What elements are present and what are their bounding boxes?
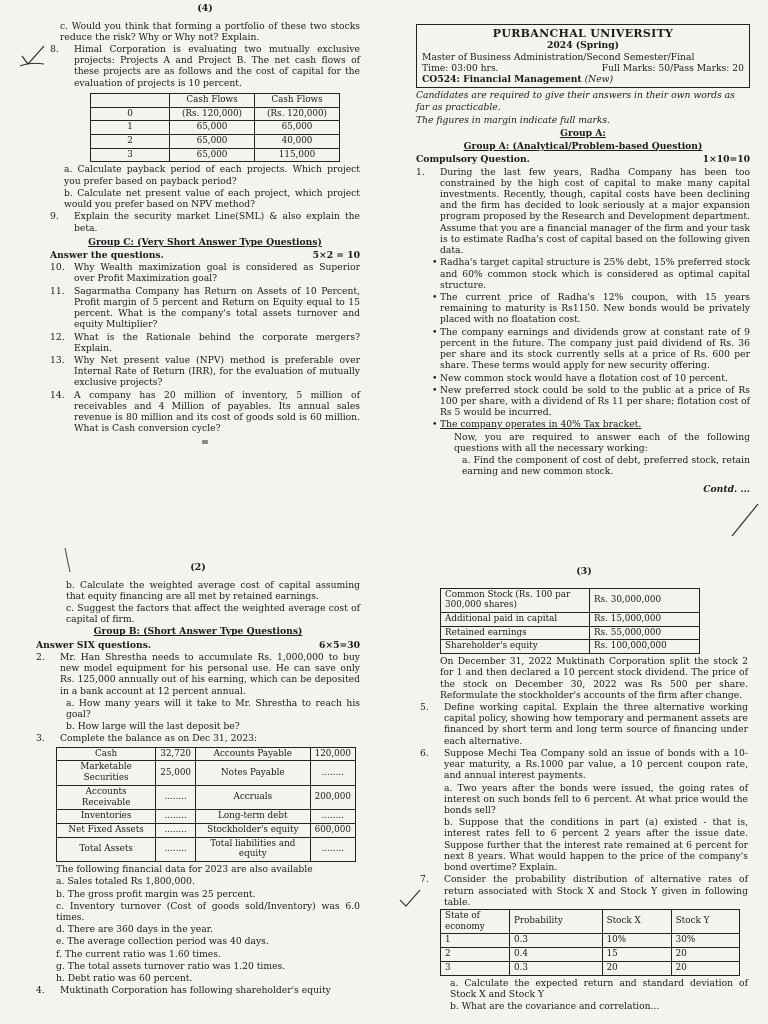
question-12: [50, 332, 360, 354]
question-number: 12.: [50, 331, 65, 343]
question-text: During the last few years, Radha Company has been too constrained by the high cost of capital to make many capital investments. Recently, though, capital costs have been declining and the firm has decided to look seriously at a major expansion program proposed by the Research and Development department. Assume that you are a financial manager of the firm and your task is to estimate Radha's cost of capital based on the following given data.: [440, 166, 750, 257]
question-text: What is the Rationale behind the corporate mergers? Explain.: [74, 331, 360, 354]
end-mark: =: [201, 436, 209, 448]
table-cell: Stockholder's equity: [196, 823, 311, 837]
question-6: [420, 748, 748, 782]
table-row: [441, 948, 740, 962]
table-cell: 20: [671, 948, 739, 962]
table-cell: Accounts Receivable: [57, 785, 156, 809]
table-row: [441, 934, 740, 948]
question-text: Muktinath Corporation has following shareholder's equity: [60, 985, 331, 997]
table-cell: ........: [310, 761, 355, 785]
question-number: 4.: [36, 985, 45, 997]
time-marks-row: [422, 63, 744, 74]
table-cell: 115,000: [255, 148, 340, 162]
course-code: CO524: Financial Management: [422, 74, 582, 86]
q2a-text: a. How many years will it take to Mr. Shrestha to reach his goal?: [66, 697, 360, 720]
table-cell: Shareholder's equity: [441, 640, 590, 654]
question-9: [50, 211, 360, 233]
exam-time: Time: 03:00 hrs.: [422, 62, 499, 74]
question-14: [50, 390, 360, 435]
question-10: [50, 262, 360, 284]
question-text: Himal Corporation is evaluating two mutually exclusive projects: Projects A and Project B. The net cash flows of these projects are as follows and the cost of capital for the evaluation of projects is 10 percent.: [74, 44, 360, 89]
list-item: d. There are 360 days in the year.: [56, 924, 213, 936]
marks-text: 5×2 = 10: [312, 250, 360, 262]
q2b-text: b. How large will the last deposit be?: [66, 721, 240, 733]
question-number: 14.: [50, 389, 65, 401]
table-cell: 65,000: [255, 121, 340, 135]
group-a-label: Group A:: [560, 127, 606, 139]
question-number: 2.: [36, 651, 45, 663]
instruction-text: Answer SIX questions.: [36, 639, 152, 651]
table-cell: 40,000: [255, 135, 340, 149]
question-text: Explain the security market Line(SML) & also explain the beta.: [74, 211, 360, 234]
table-cell: Marketable Securities: [57, 761, 156, 785]
question-number: 9.: [50, 211, 59, 223]
continued-label: Contd. ...: [703, 483, 750, 495]
table-cell: Cash: [57, 747, 156, 761]
financial-data-intro: The following financial data for 2023 are also available: [56, 864, 313, 876]
q1-after: Now, you are required to answer each of the following questions with all the necessary working:: [454, 431, 750, 454]
question-text: A company has 20 million of inventory, 5 million of receivables and 4 Million of payables. Its annual sales revenue is 80 million and its cost of goods sold is 60 million. What is Cash conversion cycle?: [74, 389, 360, 435]
table-cell: 1: [441, 934, 510, 948]
list-item: • Radha's target capital structure is 25% debt, 15% preferred stock and 60% common stock which is considered as optimal capital structure.: [432, 257, 750, 291]
list-item: b. The gross profit margin was 25 percent.: [56, 888, 256, 900]
table-cell: Total liabilities and equity: [196, 837, 311, 861]
table-cell: ........: [156, 823, 196, 837]
table-cell: 32,720: [156, 747, 196, 761]
q6b-text: b. Suppose that the conditions in part (a) existed - that is, interest rates fell to 6 percent 2 years after the issue date. Suppose further that the interest rate remained at 6 percent for next 8 years. What would happen to the price of the company's bond overtime? Explain.: [444, 817, 748, 874]
table-cell: 10%: [602, 934, 671, 948]
q1a-text: a. Find the component of cost of debt, preferred stock, retain earning and new common stock.: [462, 455, 750, 478]
page-1: [384, 0, 768, 540]
table-cell: ........: [310, 837, 355, 861]
table-cell: 0: [91, 107, 170, 121]
page-3: [384, 540, 768, 1024]
table-cell: 120,000: [310, 747, 355, 761]
course-tag: (New): [584, 74, 614, 86]
table-row: [91, 107, 340, 121]
table-cell: Total Assets: [57, 837, 156, 861]
table-cell: Inventories: [57, 810, 156, 824]
q8a-text: a. Calculate payback period of each projects. Which project you prefer based on payback period?: [64, 164, 360, 187]
marks-text: 6×5=30: [319, 639, 360, 651]
question-8: [50, 44, 360, 89]
table-cell: 15: [602, 948, 671, 962]
list-item: f. The current ratio was 1.60 times.: [56, 948, 221, 960]
table-cell: 0.3: [510, 961, 603, 975]
university-name: PURBANCHAL UNIVERSITY: [492, 27, 674, 40]
table-cell: Net Fixed Assets: [57, 823, 156, 837]
group-a-title: Group A: (Analytical/Problem-based Question): [463, 141, 703, 153]
bullet-text: The current price of Radha's 12% coupon, with 15 years remaining to maturity is Rs1150. New bonds would be privately placed with no floatation cost.: [440, 292, 750, 326]
question-number: 6.: [420, 747, 429, 759]
handwritten-tick-icon: [18, 42, 48, 70]
table-header: [91, 93, 170, 107]
bullet-text: The company operates in 40% Tax bracket.: [440, 419, 642, 431]
question-13: [50, 355, 360, 389]
table-cell: 3: [441, 961, 510, 975]
question-text: Sagarmatha Company has Return on Assets of 10 Percent, Profit margin of 5 percent and Return on Equity equal to 15 percent. What is the company's total assets turnover and equity Multiplier?: [74, 285, 360, 331]
table-cell: 200,000: [310, 785, 355, 809]
exam-year: 2024 (Spring): [547, 40, 619, 52]
table-cell: ........: [156, 837, 196, 861]
table-cell: 65,000: [170, 121, 255, 135]
table-header: Probability: [510, 909, 603, 933]
compulsory-row: [416, 154, 750, 165]
question-text: Complete the balance as on Dec 31, 2023:: [60, 733, 258, 745]
q7c-text: c. Would you think that forming a portfolio of these two stocks reduce the risk? Why or Why not? Explain.: [60, 20, 360, 43]
table-cell: 0.3: [510, 934, 603, 948]
list-item: • New common stock would have a flotation cost of 10 percent.: [416, 373, 750, 384]
q8b-text: b. Calculate net present value of each project, which project would you prefer based on NPV method?: [64, 187, 360, 211]
bullet-text: Radha's target capital structure is 25% debt, 15% preferred stock and 60% common stock which is considered as optimal capital structure.: [440, 257, 750, 291]
question-number: 5.: [420, 702, 429, 714]
table-cell: Accounts Payable: [196, 747, 311, 761]
bullet-text: The company earnings and dividends grow at constant rate of 9 percent in the future. The company just paid dividend of Rs. 36 per share and its stock currently sells at a price of Rs. 600 per share. These terms would apply for new security offering.: [440, 326, 750, 372]
bullet-text: New preferred stock could be sold to the public at a price of Rs 100 per share, with a dividend of Rs 11 per share; flotation cost of Rs 5 would be incurred.: [440, 384, 750, 419]
page-number: (2): [190, 562, 206, 573]
list-item: • New preferred stock could be sold to the public at a price of Rs 100 per share, with a dividend of Rs 11 per share; flotation cost of Rs 5 would be incurred.: [432, 384, 750, 419]
table-header: Stock X: [602, 909, 671, 933]
table-header: Cash Flows: [170, 93, 255, 107]
table-header: Stock Y: [671, 909, 739, 933]
table-cell: 600,000: [310, 823, 355, 837]
question-number: 8.: [50, 44, 59, 56]
full-marks: Full Marks: 50/Pass Marks: 20: [601, 62, 744, 74]
question-text: Define working capital. Explain the three alternative working capital policy, showing how temporary and permanent assets are financed by short term and long term source of financing under each alternative.: [444, 702, 748, 747]
list-item: • The company operates in 40% Tax bracket.: [416, 419, 750, 430]
table-cell: Accruals: [196, 785, 311, 809]
table-cell: 2: [91, 135, 170, 149]
question-number: 11.: [50, 285, 65, 297]
table-cell: 30%: [671, 934, 739, 948]
group-b-title: Group B: (Short Answer Type Questions): [93, 626, 303, 638]
q1c-text: c. Suggest the factors that affect the weighted average cost of capital of firm.: [66, 603, 360, 626]
bullet-text: New common stock would have a flotation cost of 10 percent.: [440, 372, 728, 384]
question-5: [420, 702, 748, 747]
table-row: [441, 640, 700, 654]
instruction-text: Answer the questions.: [50, 250, 164, 262]
list-item: e. The average collection period was 40 days.: [56, 936, 269, 948]
table-header: Cash Flows: [255, 93, 340, 107]
list-item: h. Debt ratio was 60 percent.: [56, 973, 193, 985]
table-cell: 20: [671, 961, 739, 975]
table-cell: (Rs. 120,000): [170, 107, 255, 121]
table-cell: Rs. 55,000,000: [590, 626, 700, 640]
table-row: [57, 810, 356, 824]
list-item: g. The total assets turnover ratio was 1.20 times.: [56, 960, 286, 972]
table-row: [57, 837, 356, 861]
table-header: State of economy: [441, 909, 510, 933]
page-number: (4): [197, 3, 213, 14]
question-2: [36, 652, 360, 697]
table-cell: Rs. 100,000,000: [590, 640, 700, 654]
compulsory-label: Compulsory Question.: [416, 154, 530, 166]
question-number: 1.: [416, 166, 425, 178]
table-row: [441, 588, 700, 612]
program-line: Master of Business Administration/Second Semester/Final: [422, 51, 695, 63]
probability-distribution-table: [440, 909, 740, 976]
table-cell: 25,000: [156, 761, 196, 785]
table-row: [57, 761, 356, 785]
group-c-title: Group C: (Very Short Answer Type Questions): [88, 236, 322, 248]
q7a-text: a. Calculate the expected return and standard deviation of Stock X and Stock Y: [450, 977, 748, 1000]
table-row: [441, 613, 700, 627]
course-line: [422, 74, 744, 85]
balance-sheet-table: [56, 747, 356, 862]
question-text: Why Net present value (NPV) method is preferable over Internal Rate of Return (IRR), for the evaluation of mutually exclusive projects?: [74, 354, 360, 389]
list-item: a. Sales totaled Rs 1,800,000.: [56, 876, 195, 888]
table-row: [441, 961, 740, 975]
table-cell: Rs. 15,000,000: [590, 613, 700, 627]
question-4: [36, 985, 360, 996]
table-cell: 2: [441, 948, 510, 962]
table-cell: (Rs. 120,000): [255, 107, 340, 121]
table-cell: Long-term debt: [196, 810, 311, 824]
question-text: Consider the probability distribution of alternative rates of return associated with Stock X and Stock Y given in following table.: [444, 874, 748, 908]
page-2: [0, 540, 384, 1024]
table-cell: Rs. 30,000,000: [590, 588, 700, 612]
list-item: • The company earnings and dividends grow at constant rate of 9 percent in the future. The company just paid dividend of Rs. 36 per share and its stock currently sells at a price of Rs. 600 per share. These terms would apply for new security offering.: [432, 326, 750, 372]
pen-stroke-icon: [724, 500, 764, 540]
table-header-row: [441, 909, 740, 933]
q1b-text: b. Calculate the weighted average cost of capital assuming that equity financing are all met by retained earnings.: [66, 579, 360, 602]
group-c-instructions: [50, 250, 360, 261]
question-text: Suppose Mechi Tea Company sold an issue of bonds with a 10-year maturity, a Rs.1000 par value, a 10 percent coupon rate, and annual interest payments.: [444, 747, 748, 782]
table-cell: Common Stock (Rs. 100 par 300,000 shares): [441, 588, 590, 612]
table-cell: 0.4: [510, 948, 603, 962]
question-number: 10.: [50, 262, 65, 274]
question-7: [420, 874, 748, 908]
table-cell: 20: [602, 961, 671, 975]
table-cell: Retained earnings: [441, 626, 590, 640]
question-number: 7.: [420, 874, 429, 886]
question-text: Mr. Han Shrestha needs to accumulate Rs. 1,000,000 to buy new model equipment for his personal use. He can save only Rs. 125,000 annually out of his earning, which can be deposited in a bank account at 12 percent annual.: [60, 651, 360, 697]
table-cell: 65,000: [170, 148, 255, 162]
instruction-1: Candidates are required to give their answers in their own words as far as practicable.: [416, 90, 735, 113]
table-cell: ........: [156, 785, 196, 809]
table-header-row: [91, 93, 340, 107]
list-item: • The current price of Radha's 12% coupon, with 15 years remaining to maturity is Rs1150. New bonds would be privately placed with no floatation cost.: [432, 292, 750, 326]
list-item: c. Inventory turnover (Cost of goods sold/Inventory) was 6.0 times.: [56, 900, 360, 923]
table-cell: ........: [310, 810, 355, 824]
table-cell: ........: [156, 810, 196, 824]
group-b-instructions: [36, 640, 360, 651]
page-4: [0, 0, 384, 540]
page-number: (3): [576, 566, 592, 577]
table-row: [91, 148, 340, 162]
table-row: [441, 626, 700, 640]
question-11: [50, 286, 360, 331]
question-1: [416, 167, 750, 257]
table-cell: 3: [91, 148, 170, 162]
table-cell: 1: [91, 121, 170, 135]
q4-continuation: On December 31, 2022 Muktinath Corporation split the stock 2 for 1 and then declared a 10 percent stock dividend. The price of the stock on December 30, 2022 was Rs 500 per share. Reformulate the stockholder's accounts of the firm after change.: [440, 656, 748, 701]
q6a-text: a. Two years after the bonds were issued, the going rates of interest on such bonds fell to 6 percent. At what price would the bonds sell?: [444, 782, 748, 817]
q7b-text: b. What are the covariance and correlation...: [450, 1001, 660, 1013]
question-text: Why Wealth maximization goal is considered as Superior over Profit Maximization goal?: [74, 262, 360, 285]
pen-stroke-icon: [62, 546, 76, 576]
table-row: [91, 135, 340, 149]
table-cell: Additional paid in capital: [441, 613, 590, 627]
table-row: [91, 121, 340, 135]
shareholder-equity-table: [440, 588, 700, 655]
table-cell: 65,000: [170, 135, 255, 149]
question-3: [36, 733, 360, 744]
question-number: 3.: [36, 733, 45, 745]
table-cell: Notes Payable: [196, 761, 311, 785]
exam-header-box: [416, 24, 750, 88]
table-row: [57, 785, 356, 809]
table-row: [57, 747, 356, 761]
question-number: 13.: [50, 354, 65, 366]
compulsory-marks: 1×10=10: [702, 154, 750, 166]
handwritten-tick-icon: [398, 888, 422, 908]
instruction-2: The figures in margin indicate full marks.: [416, 114, 611, 126]
cash-flow-table: [90, 93, 340, 163]
table-row: [57, 823, 356, 837]
